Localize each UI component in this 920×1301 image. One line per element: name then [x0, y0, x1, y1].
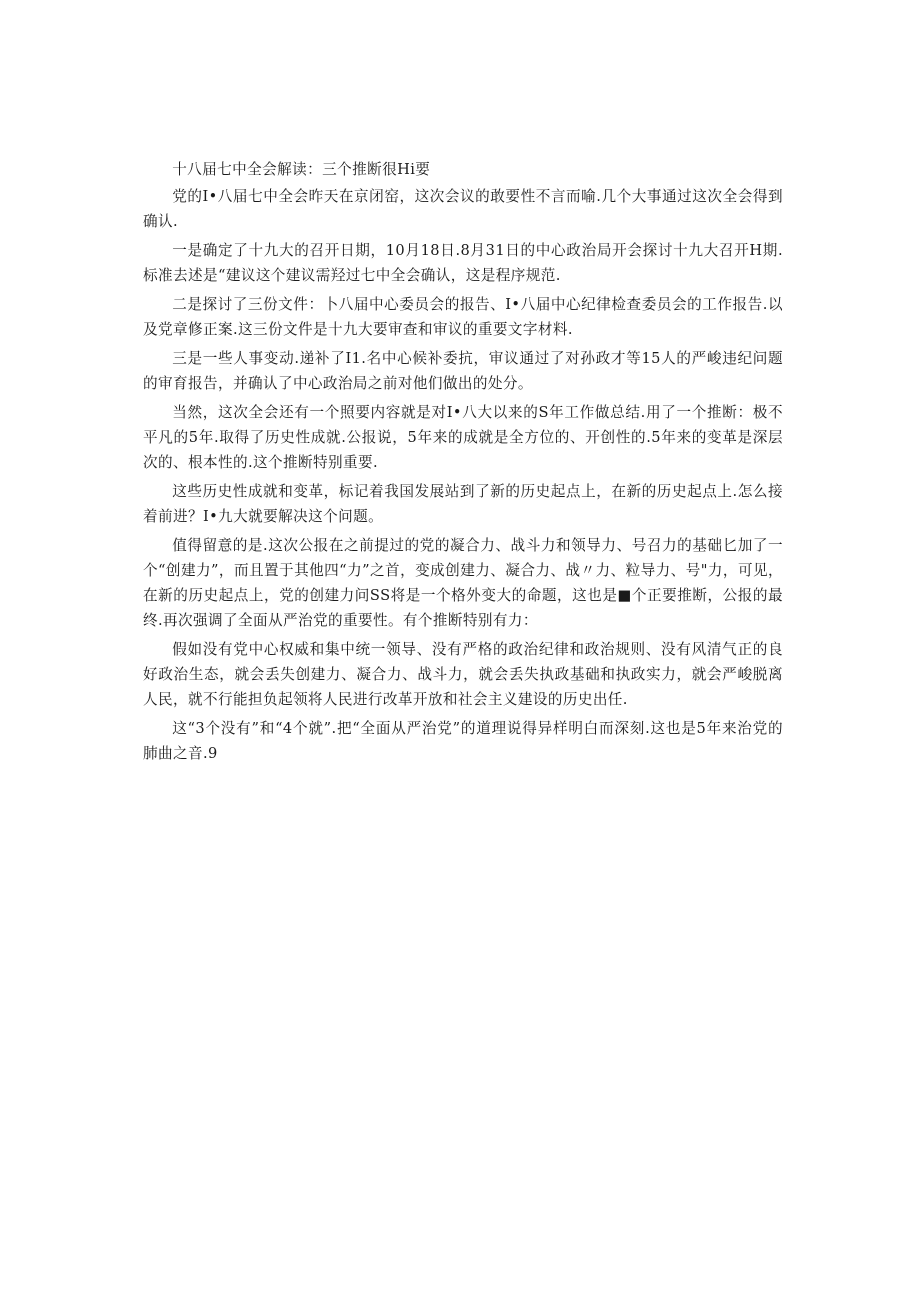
paragraph-6: 这些历史性成就和变革，标记着我国发展站到了新的历史起点上，在新的历史起点上.怎么接着前进？I•九大就要解决这个问题。: [143, 483, 783, 525]
paragraph-1: 党的I•八届七中全会昨天在京闭窑，这次会议的敢要性不言而喻.几个大事通过这次全会得到确认.: [143, 188, 783, 230]
document-title: 十八届七中全会解读：三个推断很Hi要: [172, 161, 431, 178]
paragraph-5: 当然，这次全会还有一个照要内容就是对I•八大以来的S年工作做总结.用了一个推断：极不平凡的5年.取得了历史性成就.公报说，5年来的成就是全方位的、开创性的.5年来的变革是深层次的、根本性的.这个推断特别重要.: [143, 404, 783, 471]
paragraph-4: 三是一些人事变动.递补了I1.名中心候补委抗，审议通过了对孙政才等15人的严峻违纪问题的审育报告，并确认了中心政治局之前对他们做出的处分。: [143, 350, 783, 392]
document-body: [143, 157, 783, 770]
paragraph-2: 一是确定了十九大的召开日期，10月18日.8月31日的中心政治局开会探讨十九大召开H期.标准去述是“建议这个建议需羟过七中全会确认，这是程序规范.: [143, 242, 783, 284]
paragraph-7: 值得留意的是.这次公报在之前提过的党的凝合力、战斗力和领导力、号召力的基础匕加了一个“创建力”，而且置于其他四“力”之首，变成创建力、凝合力、战〃力、粒导力、号"力，可见，在新的历史起点上，党的创建力问SS将是一个格外变大的命题，这也是■个正要推断，公报的最终.再次强调了全面从严治党的重要性。有个推断特别有力：: [143, 537, 783, 629]
paragraph-3: 二是探讨了三份文件：卜八届中心委员会的报告、I•八届中心纪律检查委员会的工作报告.以及党章修正案.这三份文件是十九大要审查和审议的重要文字材料.: [143, 296, 783, 338]
paragraph-9: 这“3个没有”和“4个就”.把“全面从严治党”的道理说得异样明白而深刻.这也是5年来治党的肺曲之音.9: [143, 720, 783, 762]
paragraph-8: 假如没有党中心权威和集中统一领导、没有严格的政治纪律和政治规则、没有风清气正的良好政治生态，就会丢失创建力、凝合力、战斗力，就会丢失执政基础和执政实力，就会严峻脱离人民，就不行能担负起领将人民进行改革开放和社会主义建设的历史出任.: [143, 641, 783, 708]
